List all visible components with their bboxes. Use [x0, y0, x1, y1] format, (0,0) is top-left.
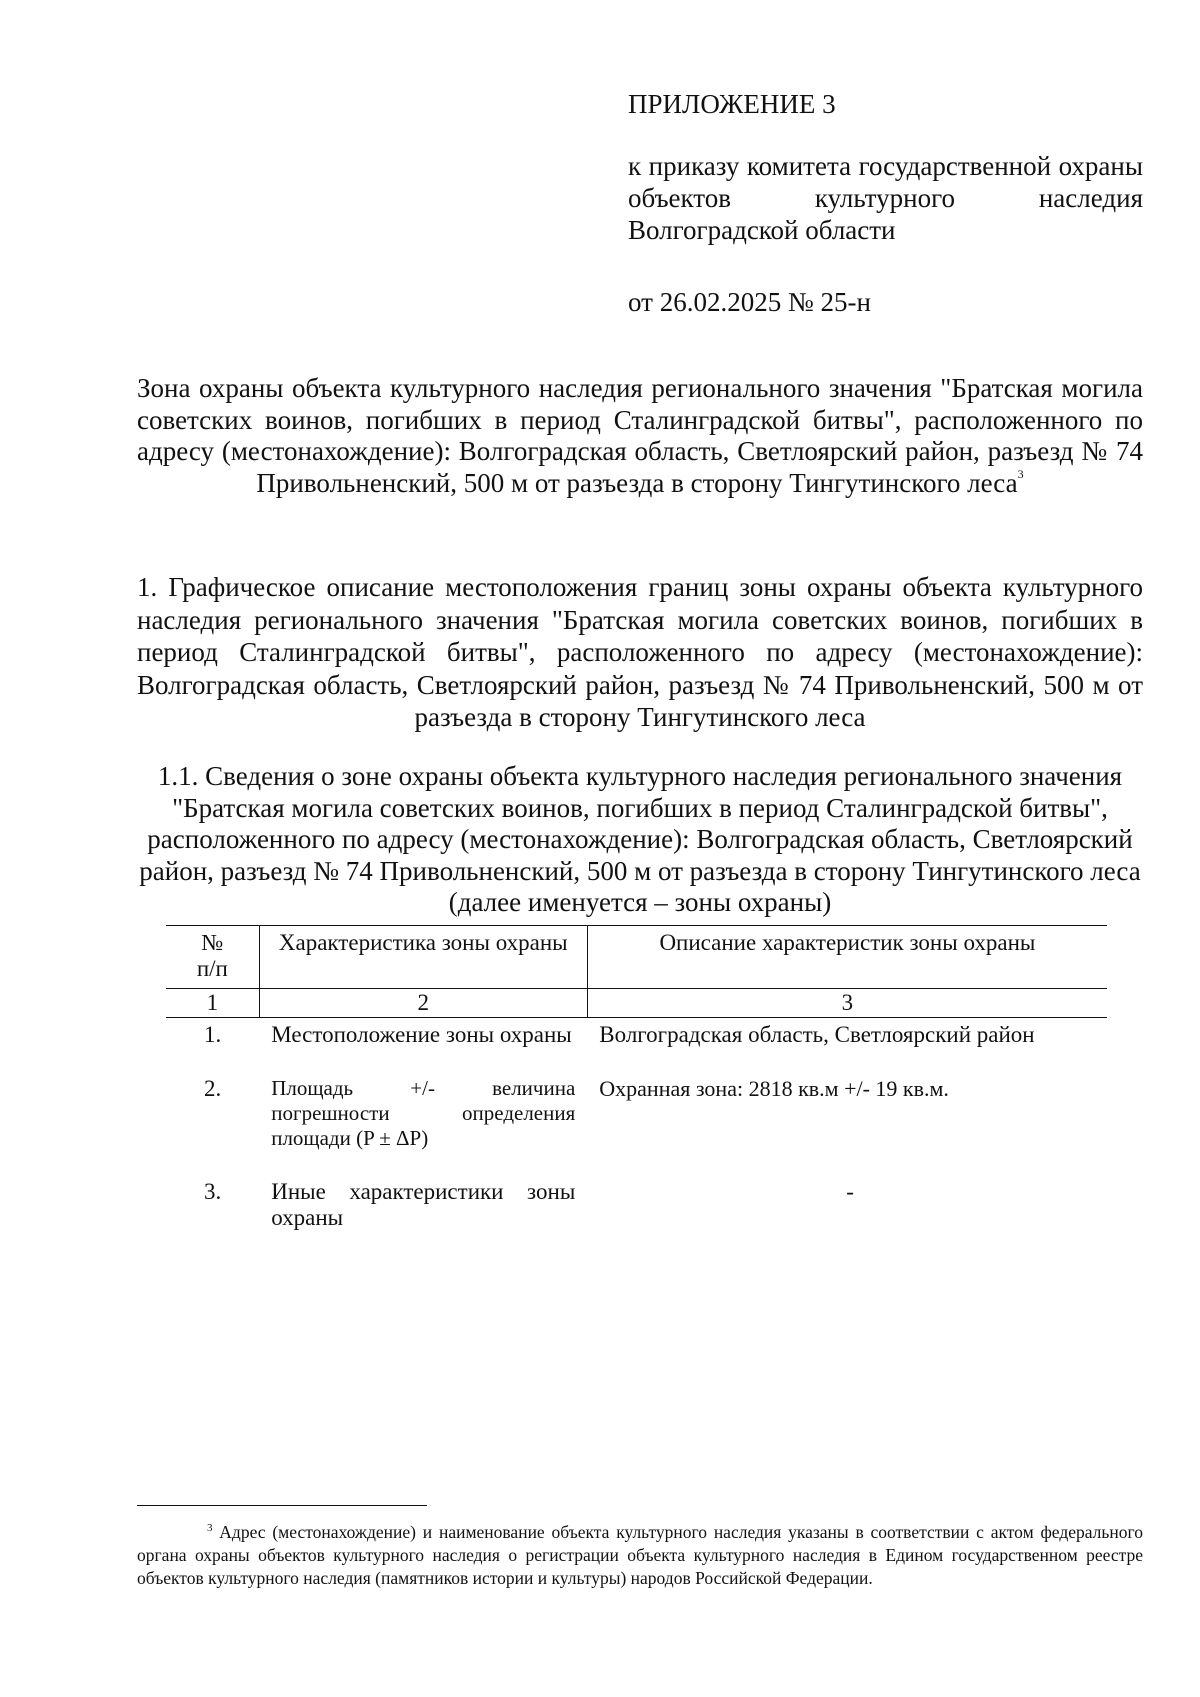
document-title [137, 373, 1143, 499]
footnote [137, 1521, 1143, 1590]
row-characteristic: Иные характеристики зоны охраны [271, 1179, 576, 1230]
appendix-date-number: от 26.02.2025 № 25-н [628, 287, 871, 317]
row-number: 3. [203, 1179, 222, 1204]
row-description: Волгоградская область, Светлоярский район [599, 1022, 1035, 1047]
header-description: Описание характеристик зоны охраны [587, 926, 1107, 989]
row-characteristic: Площадь +/- величина погрешности определения площади (P ± ΔP) [271, 1076, 576, 1150]
header-number-line1: № [201, 930, 224, 955]
header-characteristic: Характеристика зоны охраны [259, 926, 587, 989]
column-number: 1 [166, 989, 259, 1018]
table-row [166, 1018, 1107, 1073]
row-number: 1. [203, 1022, 222, 1047]
header-number [166, 926, 259, 989]
table-row [166, 1175, 1107, 1255]
zone-characteristics-table [166, 925, 1107, 1255]
header-number-line2: п/п [196, 956, 228, 981]
table-row [166, 1072, 1107, 1175]
appendix-header [628, 88, 1143, 318]
appendix-title: ПРИЛОЖЕНИЕ 3 [628, 89, 836, 119]
table-column-numbers-row [166, 989, 1107, 1018]
row-description: Охранная зона: 2818 кв.м +/- 19 кв.м. [599, 1076, 949, 1101]
table-header-row [166, 926, 1107, 989]
appendix-order-reference: к приказу комитета государственной охраны объектов культурного наследия Волгоградской области [628, 151, 1143, 245]
column-number: 3 [587, 989, 1107, 1018]
footnote-reference: 3 [1017, 466, 1024, 481]
footnote-marker: 3 [207, 1522, 213, 1534]
section-1-heading: 1. Графическое описание местоположения границ зоны охраны объекта культурного наследия регионального значения "Братская могила советских воинов, погибших в период Сталинградской битвы", расположенного по адресу (местонахождение): Волгоградская область, Светлоярский район, разъезд № 74 Привольненский, 500 м от разъезда в сторону Тингутинского леса [137, 572, 1143, 732]
row-characteristic: Местоположение зоны охраны [271, 1022, 572, 1047]
row-description: - [846, 1179, 854, 1204]
footnote-text: Адрес (местонахождение) и наименование объекта культурного наследия указаны в соответствии с актом федерального органа охраны объектов культурного наследия о регистрации объекта культурного наследия в Едином государственном реестре объектов культурного наследия (памятников истории и культуры) народов Российской Федерации. [137, 1522, 1143, 1588]
section-1-1-heading: 1.1. Сведения о зоне охраны объекта культурного наследия регионального значения "Братская могила советских воинов, погибших в период Сталинградской битвы", расположенного по адресу (местонахождение): Волгоградская область, Светлоярский район, разъезд № 74 Привольненский, 500 м от разъезда в сторону Тингутинского леса (далее именуется – зоны охраны) [139, 761, 1141, 917]
document-title-text: Зона охраны объекта культурного наследия регионального значения "Братская могила советских воинов, погибших в период Сталинградской битвы", расположенного по адресу (местонахождение): Волгоградская область, Светлоярский район, разъезд № 74 Привольненский, 500 м от разъезда в сторону Тингутинского леса [137, 373, 1143, 498]
column-number: 2 [259, 989, 587, 1018]
row-number: 2. [203, 1076, 222, 1101]
footnote-separator [137, 1505, 427, 1506]
